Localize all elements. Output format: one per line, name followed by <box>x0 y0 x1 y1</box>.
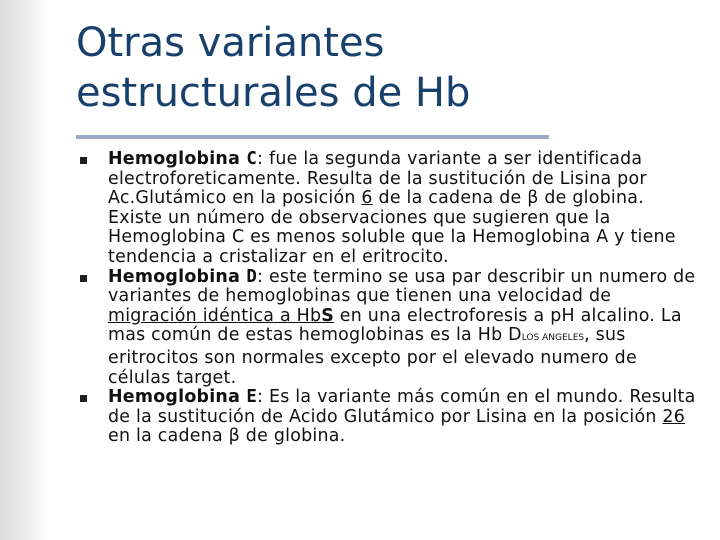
bullet-text: : Es la variante más común en el mundo. Resulta de la sustitución de Acido Glutámico por Lisina en la posición <box>108 387 696 427</box>
title-line-2: estructurales de Hb <box>76 70 471 116</box>
bullet-term-letter: C <box>246 149 258 169</box>
bullet-text: en una electroforesis a pH alcalino. La mas común de estas hemoglobinas es la Hb D <box>108 305 682 346</box>
slide-title <box>76 18 676 118</box>
underlined-phrase: migración idéntica a Hb <box>108 305 322 326</box>
underlined-position: 6 <box>361 188 373 209</box>
bullet-term: Hemoglobina <box>108 149 247 169</box>
bullet-term-letter: D <box>246 266 258 287</box>
bullet-term: Hemoglobina <box>108 387 247 408</box>
underlined-bold-letter: S <box>321 305 335 326</box>
decorative-left-band <box>0 0 48 540</box>
underlined-position: 26 <box>662 406 686 427</box>
title-underline-rule <box>76 135 549 139</box>
subscript-los-angeles: LOS ANGELES <box>521 333 585 344</box>
bullet-text: en la cadena β de globina. <box>108 426 346 447</box>
bullet-text: de la cadena de β de globina. Existe un número de observaciones que sugieren que la Hemoglobina C es menos soluble que la Hemoglobina A y tiene tendencia a cristalizar en el eritrocito. <box>108 188 676 267</box>
bullet-term: Hemoglobina <box>108 266 247 287</box>
bullet-item-hemoglobina-d <box>78 268 703 389</box>
bullet-text: , sus eritrocitos son normales excepto por el elevado numero de células target. <box>108 325 637 388</box>
bullet-list <box>78 150 703 447</box>
bullet-text: : este termino se usa par describir un numero de variantes de hemoglobinas que tienen una velocidad de <box>108 266 696 307</box>
bullet-item-hemoglobina-e <box>78 388 703 447</box>
square-bullet-icon <box>80 275 87 282</box>
bullet-text: : fue la segunda variante a ser identificada electroforeticamente. Resulta de la sustitución de Lisina por Ac.Glutámico en la posición <box>108 149 647 209</box>
bullet-term-letter: E <box>246 387 258 408</box>
bullet-item-hemoglobina-c <box>78 150 703 268</box>
square-bullet-icon <box>80 395 87 402</box>
title-line-1: Otras variantes <box>76 20 385 66</box>
square-bullet-icon <box>80 157 87 164</box>
